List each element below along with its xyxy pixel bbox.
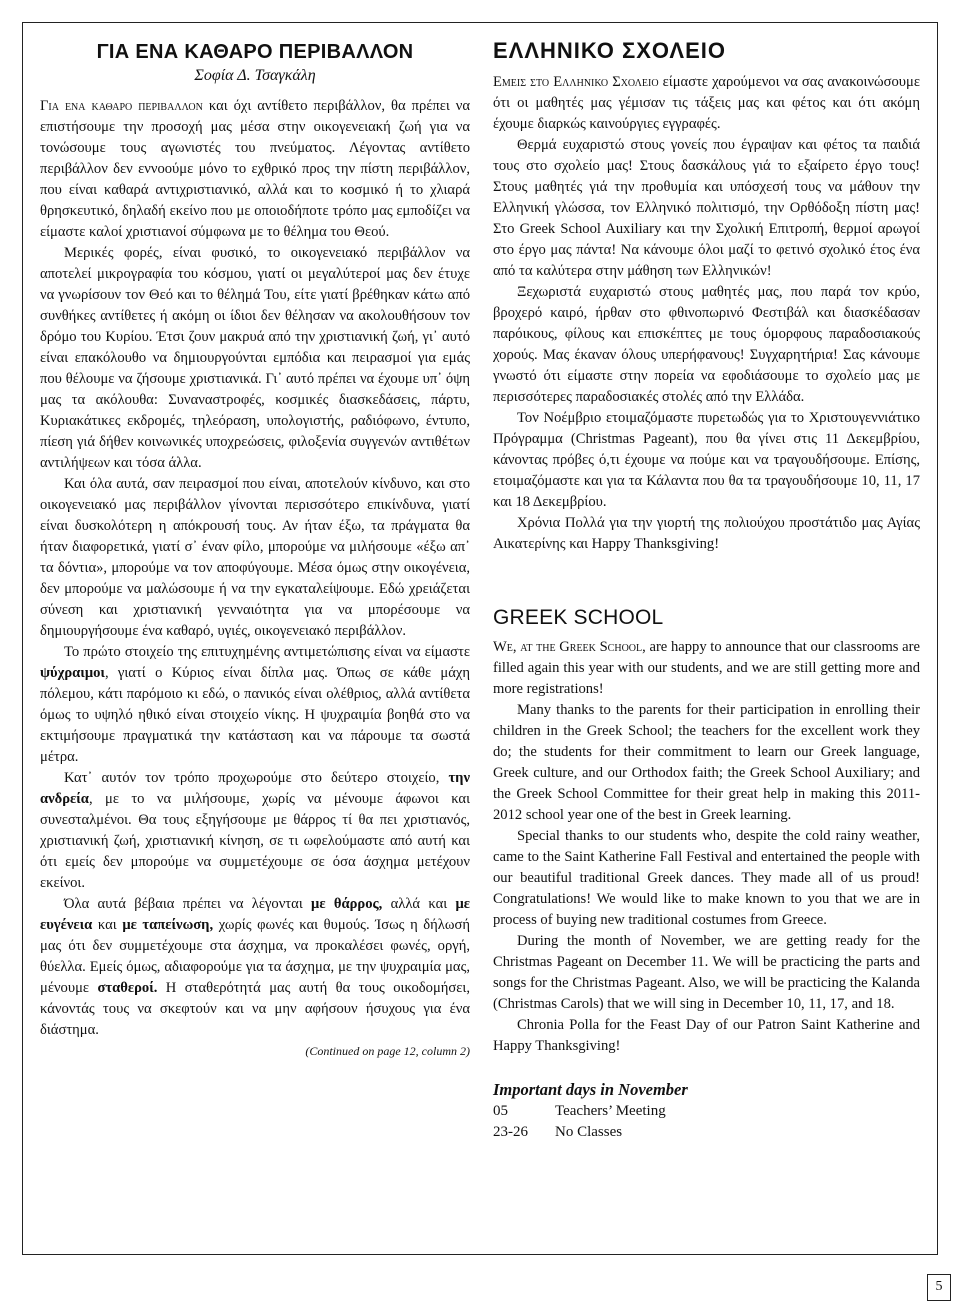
article-author: Σοφία Δ. Τσαγκάλη [194,67,316,84]
important-day-date: 05 [493,1103,508,1119]
paragraph: Special thanks to our students who, despite the cold rainy weather, came to the Saint Katherine Fall Festival and entertained the people with our beautiful traditional Greek dances. They made all of us proud! Congratulations! We would like to make known to you that we are in process of buying new traditional costumes from Greece. [493,828,920,928]
lead-in-smallcaps: We, at the Greek School, [493,639,646,655]
paragraph: Και όλα αυτά, σαν πειρασμοί που είναι, αποτελούν κίνδυνο, και στο οικογενειακό μας περιβάλλον γίνονται περισσότερο επικίνδυνα, γιατί είναι δυσκολότερη η απόκρουσή τους. Αν ήταν έξω, τα πράγματα θα ήταν διαφορετικά, γιατί σ᾽ έναν φίλο, μπορούμε να μιλήσουμε «έξω απ᾽ τα δόντια», μπορούμε να τον αποφύγουμε. Μέσα όμως στην οικογένεια, δεν μπορούμε να μαλώσουμε ή να την εγκαταλείψουμε. Εδώ χρειάζεται σύνεση και χριστιανική γενναιότητα για να μπορέσουμε να δημιουργήσουμε ένα καθαρό, υγιές, οικογενειακό περιβάλλον. [40,476,470,639]
paragraph: Το πρώτο στοιχείο της επιτυχημένης αντιμετώπισης είναι να είμαστε ψύχραιμοι, γιατί ο Κύριος είναι δίπλα μας. Όπως σε κάθε μάχη πόλεμου, κάτι παρόμοιο κι εδώ, ο πανικός είναι ολέθριος, αλλά αντίθετα όμως το υψηλό ηθικό είναι στοιχείο νίκης. Η ψυχραιμία βοηθά στο να εκτιμήσουμε πραγματικά την κατάσταση και να πάρουμε τα σωστά μέτρα. [40,644,470,765]
paragraph: Ξεχωριστά ευχαριστώ στους μαθητές μας, που παρά τον κρύο, βροχερό καιρό, ήρθαν στο φθινοπωρινό Φεστιβάλ και διασκέδασαν παρόικους, φίλους και επισκέπτες με τους όμορφους παραδοσιακούς χορούς. Μας έκαναν όλους υπερήφανους! Συγχαρητήρια! Σας κάνουμε γνωστό ότι είμαστε στην πορεία να εφοδιάσουμε το σχολείο μας με περισσότερες παραδοσιακές στολές από την Ελλάδα. [493,284,920,405]
paragraph: Θερμά ευχαριστώ στους γονείς που έγραψαν και φέτος τα παιδιά τους στο σχολείο μας! Στους δασκάλους γιά το εξαίρετο έργο τους! Στους μαθητές γιά την προθυμία και υπόσχεσή τους να μάθουν την Ελληνική γλώσσα, τον Ελληνικό πολιτισμό, την Ορθόδοξη πίστη μας! Στο Greek School Auxiliary και την Σχολική Επιτροπή, θερμοί αρωγοί στο έργο μας πάντα! Να κάνουμε όλοι μαζί το φετινό σχολικό έτος ένα από τα καλύτερα στην μάθηση των Ελληνικών! [493,137,920,279]
paragraph: Για ενα καθαρο περιβαλλον και όχι αντίθετο περιβάλλον, θα πρέπει να επιστήσουμε την προσοχή μας μέσα στην οικογενειακή ζωή για να τονώσουμε τους αγωνιστές του πνεύματος. Λέγοντας αντίθετο περιβάλλον δεν εννοούμε μόνο το εχθρικό προς την πίστη περιβάλλον, που είναι καθαρά αντιχριστιανικό, αλλά και το κοσμικό ή το χλιαρά θρησκευτικό, δηλαδή εκείνο που με οποιοδήποτε τρόπο μας εμποδίζει να είμαστε καλοί χριστιανοί σύμφωνα με το θέλημα του Θεού. [40,98,470,240]
greek-school-title-english: GREEK SCHOOL [493,606,664,629]
paragraph: We, at the Greek School, are happy to announce that our classrooms are filled again this year with our students, and we are still getting more and more registrations! [493,639,920,697]
lead-in-smallcaps: Εμεις στο Ελληνικο Σχολειο [493,74,659,90]
important-day-event: No Classes [555,1124,623,1140]
article-column-right [493,36,920,1143]
important-days-heading: Important days in November [493,1080,688,1099]
page-number: 5 [927,1274,951,1301]
paragraph: Κατ᾽ αυτόν τον τρόπο προχωρούμε στο δεύτερο στοιχείο, την ανδρεία, με το να μιλήσουμε, χωρίς να μένουμε άφωνοι και συνεσταλμένοι. Θα τους εξηγήσουμε με θάρρος τί θα πει χριστιανός, χριστιανική ζωή, χριστιανική κίνηση, σε τι ωφελούμαστε από αυτή και ότι εμείς δεν μπορούμε να συμμετέχουμε σε όσα άσχημα μετέχουν εκείνοι. [40,770,470,891]
section-spacer [493,555,920,605]
important-day-event: Teachers’ Meeting [555,1103,666,1119]
lead-in-smallcaps: Για ενα καθαρο περιβαλλον [40,98,203,114]
paragraph: Χρόνια Πολλά για την γιορτή της πολιούχου προστάτιδο μας Αγίας Αικατερίνης και Happy Thanksgiving! [493,515,920,552]
paragraph: Εμεις στο Ελληνικο Σχολειο είμαστε χαρούμενοι να σας ανακοινώσουμε ότι οι μαθητές μας γέμισαν τις τάξεις μας και φέτος και ότι ακόμη έχουμε διαρκώς καινούργιες εγγραφές. [493,74,920,132]
paragraph: Chronia Polla for the Feast Day of our Patron Saint Katherine and Happy Thanksgiving! [493,1017,920,1054]
paragraph: During the month of November, we are getting ready for the Christmas Pageant on December 11. We will be practicing the parts and songs for the Christmas Pageant. Also, we will be practicing the Kalanda (Christmas Carols) that we will sing in December 10, 11, 17, and 18. [493,933,920,1012]
paragraph: Μερικές φορές, είναι φυσικό, το οικογενειακό περιβάλλον να αποτελεί μικρογραφία του κόσμου, γιατί οι μεγαλύτεροί μας δεν έτυχε να γνωρίσουν τον Θεό και το θέλημά Του, είτε γιατί βρέθηκαν κάτω από συνθήκες αντίθετες ή ακόμη οι ίδιοι δεν θέλησαν να ακολουθήσουν τον δρόμο του Κυρίου. Έτσι ζουν μακρυά από την χριστιανική ζωή, γι᾽ αυτό είναι επακόλουθο να δημιουργούνται εμπόδια και πειρασμοί για εμάς που θέλουμε να ζήσουμε χριστιανικά. Γι᾽ αυτό πρέπει να έχουμε υπ᾽ όψη μας τα ακόλουθα: Συναναστροφές, κοσμικές διασκεδάσεις, πάρτυ, Κυριακάτικες εκδρομές, τηλεόραση, υπολογιστής, ραδιόφωνο, έντυπο, πίεση γιά δήθεν κοινωνικές υποχρεώσεις, φιλοξενία συγγενών αντιθέτων αντιλήψεων και τόσα άλλα. [40,245,470,471]
paragraph: Τον Νοέμβριο ετοιμαζόμαστε πυρετωδώς για το Χριστουγεννιάτικο Πρόγραμμα (Christmas Pageant), που θα γίνει στις 11 Δεκεμβρίου, κάνοντας πρόβες ό,τι έχουμε να πούμε και να τραγουδήσουμε. Επίσης, ετοιμαζόμαστε και για τα Κάλαντα που θα τα τραγουδήσουμε 10, 11, 17 και 18 Δεκεμβρίου. [493,410,920,510]
article-title: ΓΙΑ ΕΝΑ ΚΑΘΑΡΟ ΠΕΡΙΒΑΛΛΟΝ [96,41,414,63]
paragraph: Όλα αυτά βέβαια πρέπει να λέγονται με θάρρος, αλλά και με ευγένεια και με ταπείνωση, χωρίς φωνές και θυμούς. Ίσως η δήλωσή μας ότι δεν συμμετέχουμε στα άσχημα, να προκαλέσει φωνές, οργή, θύελλα. Εμείς όμως, αδιαφορούμε για τα άσχημα, με την ψυχραιμία μας, μένουμε σταθεροί. Η σταθερότητά μας αυτή θα τους οικοδομήσει, κάνοντάς τους να σκεφτούν και να μην αφήσουν ήσυχους για ένα διάστημα. [40,896,470,1038]
important-day-date: 23-26 [493,1124,528,1140]
important-day-row [493,1122,920,1143]
greek-school-title-greek: ΕΛΛΗΝΙΚΟ ΣΧΟΛΕΙΟ [493,38,726,63]
article-column-left [40,36,470,1059]
important-day-row [493,1101,920,1122]
paragraph: Many thanks to the parents for their participation in enrolling their children in the Greek School; the teachers for the excellent work they do; the students for their commitment to learn our Greek language, Greek culture, and our Orthodox faith; the Greek School Auxiliary; and the Greek School Committee for their great help in making this 2011-2012 school year one of the best in Greek learning. [493,702,920,823]
continued-note: (Continued on page 12, column 2) [305,1044,470,1058]
